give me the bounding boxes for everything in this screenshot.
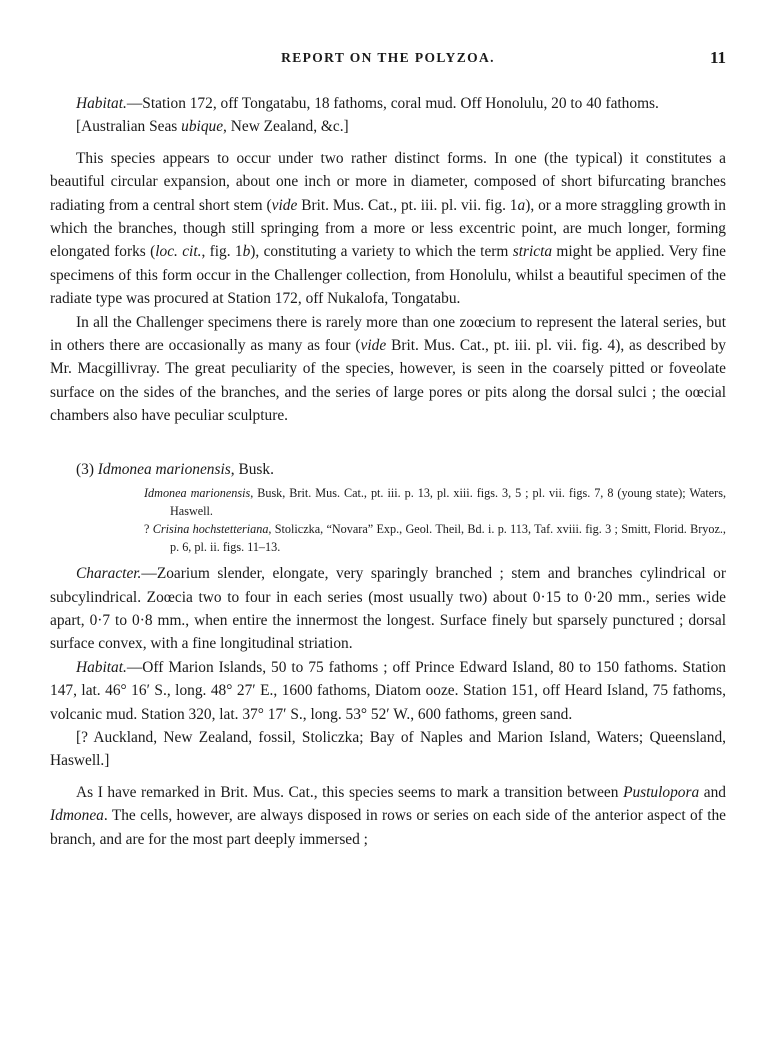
text-run: ), constituting a variety to which the term [250,243,513,261]
text-run: might be applied. Very fine specimens of this form occur in the Challenger collection, from Honolulu, whilst a beautiful specimen of the radiate type was procured at Station 172, off Nukalofa, Tongatabu. [50,243,726,308]
italic-run: vide [360,337,387,355]
distribution-paragraph [50,115,726,138]
italic-run: loc. cit. [155,243,202,261]
synonym-entry [50,485,726,520]
character-label: Character. [76,565,142,583]
habitat-text: —Off Marion Islands, 50 to 75 fathoms ; off Prince Edward Island, 80 to 150 fathoms. Station 147, lat. 46° 16′ S., long. 48° 27′ E., 1600 fathoms, Diatom ooze. Station 151, off Heard Island, 75 fathoms, volcanic mud. Station 320, lat. 37° 17′ S., long. 53° 52′ W., 600 fathoms, green sand. [50,658,726,723]
distribution-text-end: , New Zealand, &c.] [223,118,349,136]
italic-run: stricta [512,243,553,261]
distribution-italic: ubique [181,118,224,136]
species-name: Idmonea marionensis [97,460,231,478]
species-author: , Busk. [230,460,274,478]
remarks-paragraph-1 [50,147,726,311]
text-run: and [699,783,726,801]
character-paragraph [50,562,726,656]
text-run: Brit. Mus. Cat., pt. iii. pl. vii. fig. 1 [297,196,518,214]
distribution-paragraph-2 [50,726,726,773]
habitat-paragraph [50,92,726,115]
habitat-label: Habitat. [76,658,127,676]
italic-run: b [242,243,251,261]
page-header [50,48,726,72]
distribution-text: [? Auckland, New Zealand, fossil, Stoliczka; Bay of Naples and Marion Island, Waters; Queensland, Haswell.] [50,728,726,770]
text-run: In all the Challenger specimens there is rarely more than one zoœcium to represent the lateral series, but in others there are occasionally as many as four ( [50,313,726,355]
italic-run: Pustulopora [623,783,700,801]
habitat-paragraph-2 [50,656,726,726]
synonym-name: Crisina hochstetteriana [152,522,269,537]
italic-run: a [517,196,526,214]
remarks-paragraph-3 [50,781,726,851]
running-head: REPORT ON THE POLYZOA. [281,50,495,65]
text-run: . The cells, however, are always disposed in rows or series on each side of the anterior aspect of the branch, and are for the most part deeply immersed ; [50,807,726,848]
text-run: This species appears to occur under two rather distinct forms. In one (the typical) it constitutes a beautiful circular expansion, about one inch or more in diameter, composed of short bifurcating branches radiating from a central short stem ( [50,149,726,214]
synonym-text: , Busk, Brit. Mus. Cat., pt. iii. p. 13, pl. xiii. figs. 3, 5 ; pl. vii. figs. 7, 8 (young state); Waters, Haswell. [170,486,726,518]
distribution-text: [Australian Seas [76,118,182,136]
synonym-name: Idmonea marionensis [144,486,251,501]
synonym-entry [50,521,726,556]
synonym-query-mark: ? [144,522,153,537]
species-number: (3) [76,460,98,478]
habitat-label: Habitat. [76,95,127,112]
italic-run: vide [271,196,298,214]
text-run: ), or a more straggling growth in which the branches, though still springing from a more or less excentric point, are much longer, forming elongated forks ( [50,196,726,261]
text-run: , fig. 1 [201,243,243,261]
page-body [50,92,726,851]
synonym-text: , Stoliczka, “Novara” Exp., Geol. Theil, Bd. i. p. 113, Taf. xviii. fig. 3 ; Smitt, Florid. Bryoz., p. 6, pl. ii. figs. 11–13. [170,522,726,554]
character-text: —Zoarium slender, elongate, very sparingly branched ; stem and branches cylindrical or subcylindrical. Zoœcia two to four in each series (most usually two) about 0·15 to 0·20 mm., series wide apart, 0·7 to 0·8 mm., when entire the innermost the longest. Surface finely but sparsely punctured ; dorsal surface convex, with a fine longitudinal striation. [50,565,726,653]
species-heading [50,458,726,481]
italic-run: Idmonea [50,807,104,825]
text-run: As I have remarked in Brit. Mus. Cat., this species seems to mark a transition between [76,783,624,801]
page-number: 11 [709,48,726,67]
habitat-text: —Station 172, off Tongatabu, 18 fathoms, coral mud. Off Honolulu, 20 to 40 fathoms. [126,95,659,112]
synonymy-list [50,485,726,556]
text-run: Brit. Mus. Cat., pt. iii. pl. vii. fig. 4), as described by Mr. Macgillivray. The great peculiarity of the species, however, is seen in the coarsely pitted or foveolate surface on the sides of the branches, and the series of large pores or pits along the dorsal sulci ; the oœcial chambers also have peculiar sculpture. [50,337,726,425]
remarks-paragraph-2 [50,311,726,428]
